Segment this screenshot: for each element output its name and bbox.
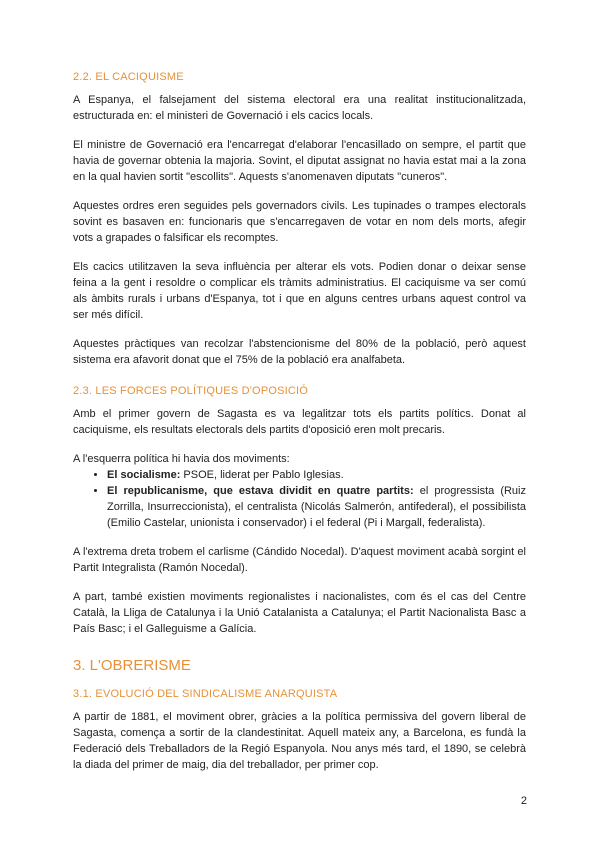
bullet-list (73, 467, 526, 531)
paragraph: A l'esquerra política hi havia dos moviments: (73, 453, 290, 465)
bullet-bold-label: El socialisme: (107, 469, 181, 481)
paragraph: A partir de 1881, el moviment obrer, gràcies a la política permissiva del govern liberal de Sagasta, comença a sortir de la clandestinitat. Aquell mateix any, a Barcelona, es fundà la Federació dels Treballadors de la Regió Espanyola. Nou anys més tard, el 1890, se celebrà la diada del primer de maig, dia del treballador, per primer cop. (73, 711, 526, 771)
bullet-text: el progressista (Ruiz Zorrilla, Insurreccionista), el centralista (Nicolás Salmerón, antifederal), el possibilista (Emilio Castelar, unionista i conservador) i el federal (Pi i Margall, federalista). (107, 485, 526, 529)
document-page (73, 70, 526, 786)
page-number: 2 (520, 795, 527, 807)
list-item (107, 483, 526, 531)
bullet-bold-label: El republicanisme, que estava dividit en quatre partits: (107, 485, 414, 497)
paragraph: A Espanya, el falsejament del sistema electoral era una realitat institucionalitzada, estructurada en: el ministeri de Governació i els cacics locals. (73, 94, 526, 122)
paragraph: Aquestes pràctiques van recolzar l'abstencionisme del 80% de la població, però aquest sistema era afavorit donat que el 75% de la població era analfabeta. (73, 338, 526, 366)
paragraph: Els cacics utilitzaven la seva influència per alterar els vots. Podien donar o deixar sense feina a la gent i resoldre o complicar els tràmits administratius. El caciquisme va ser comú als àmbits rurals i urbans d'Espanya, tot i que en alguns centres urbans aquest control va ser més difícil. (73, 261, 526, 321)
paragraph: El ministre de Governació era l'encarregat d'elaborar l'encasillado on sempre, el partit que havia de governar obtenia la majoria. Sovint, el diputat assignat no havia estat mai a la zona en la qual havien sortit "escollits". Aquests s'anomenaven diputats "cuneros". (73, 139, 526, 183)
bullet-text: PSOE, liderat per Pablo Iglesias. (180, 469, 344, 481)
list-item (107, 467, 526, 483)
section-heading-caciquisme: 2.2. EL CACIQUISME (73, 71, 184, 83)
paragraph: A l'extrema dreta trobem el carlisme (Cándido Nocedal). D'aquest moviment acabà sorgint el Partit Integralista (Ramón Nocedal). (73, 546, 526, 574)
paragraph: Aquestes ordres eren seguides pels governadors civils. Les tupinades o trampes electorals sovint es basaven en: funcionaris que s'encarregaven de votar en nom dels morts, afegir vots a grapades o falsificar els recomptes. (73, 200, 526, 244)
section-heading-sindicalisme: 3.1. EVOLUCIÓ DEL SINDICALISME ANARQUISTA (73, 688, 338, 700)
paragraph: Amb el primer govern de Sagasta es va legalitzar tots els partits polítics. Donat al caciquisme, els resultats electorals dels partits d'oposició eren molt precaris. (73, 408, 526, 436)
section-heading-forces-politiques: 2.3. LES FORCES POLÍTIQUES D'OPOSICIÓ (73, 385, 309, 397)
chapter-heading-obrerisme: 3. L'OBRERISME (73, 657, 191, 674)
paragraph: A part, també existien moviments regionalistes i nacionalistes, com és el cas del Centre Català, la Lliga de Catalunya i la Unió Catalanista a Catalunya; el Partit Nacionalista Basc a País Basc; i el Galleguisme a Galícia. (73, 591, 526, 635)
